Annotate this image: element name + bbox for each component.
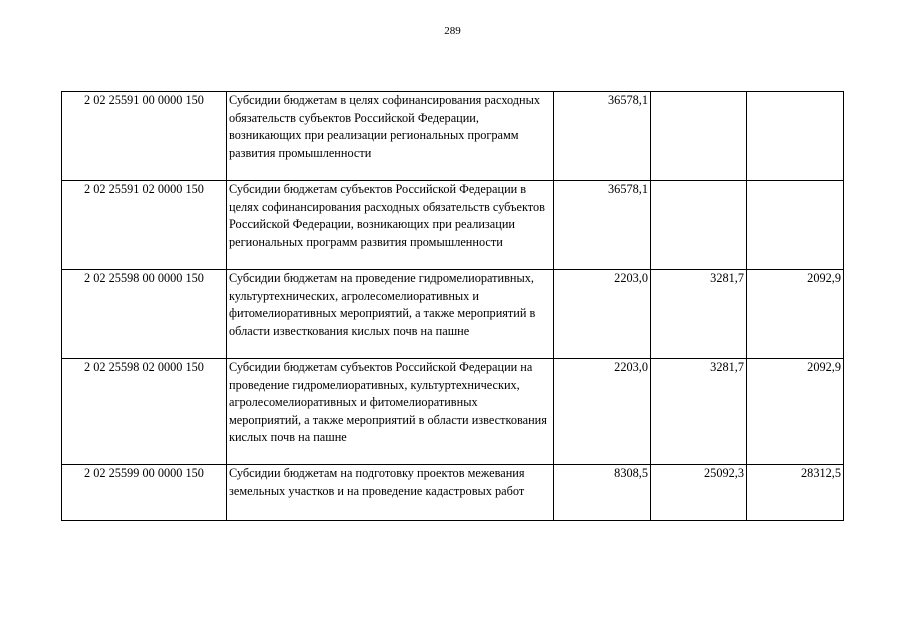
description-cell: Субсидии бюджетам на проведение гидромелиоративных, культуртехнических, агролесомелиоративных и фитомелиоративных мероприятий, а также мероприятий в области известкования кислых почв на пашне: [227, 270, 554, 359]
budget-code-cell: 2 02 25599 00 0000 150: [62, 465, 227, 521]
amount-year1-cell: 36578,1: [554, 92, 651, 181]
table-row: [62, 359, 844, 465]
amount-year2-cell: 3281,7: [651, 359, 747, 465]
table-row: [62, 465, 844, 521]
amount-year1-cell: 36578,1: [554, 181, 651, 270]
amount-year2-cell: 3281,7: [651, 270, 747, 359]
amount-year3-cell: 2092,9: [747, 359, 844, 465]
amount-year2-cell: [651, 92, 747, 181]
budget-table: [61, 91, 844, 521]
amount-year3-cell: 2092,9: [747, 270, 844, 359]
table-row: [62, 92, 844, 181]
amount-year3-cell: [747, 92, 844, 181]
amount-year1-cell: 2203,0: [554, 270, 651, 359]
amount-year3-cell: 28312,5: [747, 465, 844, 521]
amount-year1-cell: 2203,0: [554, 359, 651, 465]
description-cell: Субсидии бюджетам в целях софинансирования расходных обязательств субъектов Российской Федерации, возникающих при реализации региональных программ развития промышленности: [227, 92, 554, 181]
table-row: [62, 270, 844, 359]
description-cell: Субсидии бюджетам субъектов Российской Федерации на проведение гидромелиоративных, культуртехнических, агролесомелиоративных и фитомелиоративных мероприятий, а также мероприятий в области известкования кислых почв на пашне: [227, 359, 554, 465]
amount-year1-cell: 8308,5: [554, 465, 651, 521]
description-cell: Субсидии бюджетам на подготовку проектов межевания земельных участков и на проведение кадастровых работ: [227, 465, 554, 521]
amount-year2-cell: 25092,3: [651, 465, 747, 521]
table-row: [62, 181, 844, 270]
amount-year3-cell: [747, 181, 844, 270]
amount-year2-cell: [651, 181, 747, 270]
page-number: 289: [444, 25, 461, 37]
budget-code-cell: 2 02 25598 00 0000 150: [62, 270, 227, 359]
budget-code-cell: 2 02 25598 02 0000 150: [62, 359, 227, 465]
budget-code-cell: 2 02 25591 02 0000 150: [62, 181, 227, 270]
budget-code-cell: 2 02 25591 00 0000 150: [62, 92, 227, 181]
description-cell: Субсидии бюджетам субъектов Российской Федерации в целях софинансирования расходных обязательств субъектов Российской Федерации, возникающих при реализации региональных программ развития промышленности: [227, 181, 554, 270]
